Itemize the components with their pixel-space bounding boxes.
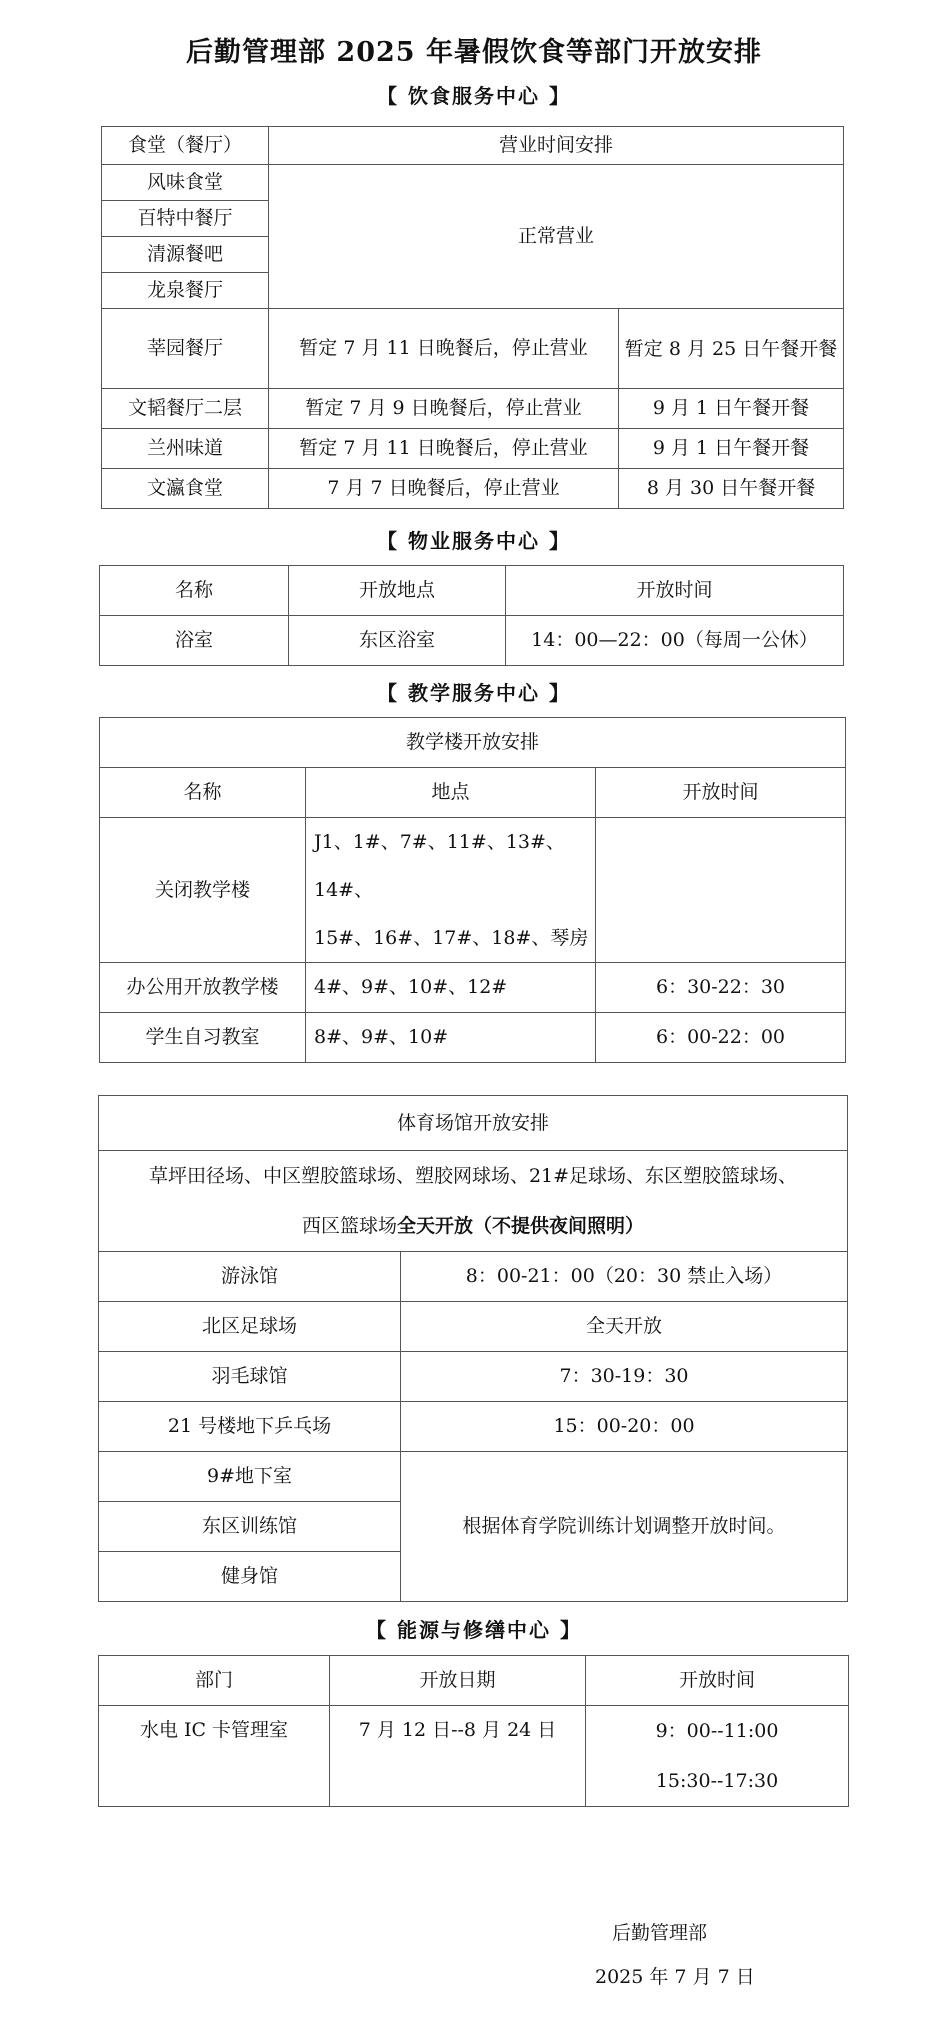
- teaching-heading: 【 教学服务中心 】: [377, 681, 571, 705]
- header-time: 开放时间: [586, 1656, 849, 1706]
- header-dept: 部门: [99, 1656, 330, 1706]
- venue-time: 7：30-19：30: [401, 1352, 848, 1402]
- all-day-line: [103, 1201, 843, 1251]
- dept-name: 水电 IC 卡管理室: [99, 1706, 330, 1807]
- facility-place: 东区浴室: [289, 616, 506, 666]
- canteen-name: 清源餐吧: [102, 237, 269, 273]
- study-name: 学生自习教室: [100, 1013, 306, 1063]
- header-place: 地点: [306, 768, 596, 818]
- property-heading: 【 物业服务中心 】: [377, 529, 571, 553]
- catering-heading: 【 饮食服务中心 】: [377, 84, 571, 108]
- office-time: 6：30-22：30: [596, 963, 846, 1013]
- study-place: 8#、9#、10#: [306, 1013, 596, 1063]
- all-day-note: 全天开放（不提供夜间照明）: [397, 1215, 645, 1237]
- canteen-name: 文韬餐厅二层: [102, 389, 269, 429]
- adjust-note: 根据体育学院训练计划调整开放时间。: [401, 1452, 848, 1602]
- header-time: 开放时间: [506, 566, 844, 616]
- all-day-line: 草坪田径场、中区塑胶篮球场、塑胶网球场、21#足球场、东区塑胶篮球场、: [148, 1165, 798, 1187]
- header-canteen: 食堂（餐厅）: [102, 127, 269, 165]
- closed-time: [596, 818, 846, 963]
- canteen-name: 莘园餐厅: [102, 309, 269, 389]
- canteen-name: 文瀛食堂: [102, 469, 269, 509]
- header-time: 开放时间: [596, 768, 846, 818]
- close-time: 暂定 7 月 11 日晚餐后，停止营业: [269, 309, 619, 389]
- closed-name: 关闭教学楼: [100, 818, 306, 963]
- facility-name: 浴室: [100, 616, 289, 666]
- teaching-table-title: 教学楼开放安排: [100, 718, 846, 768]
- venue-time: 8：00-21：00（20：30 禁止入场）: [401, 1252, 848, 1302]
- header-date: 开放日期: [330, 1656, 586, 1706]
- normal-status: 正常营业: [269, 165, 844, 309]
- header-name: 名称: [100, 566, 289, 616]
- venue-name: 北区足球场: [99, 1302, 401, 1352]
- time-slot: 15:30--17:30: [655, 1770, 779, 1792]
- study-time: 6：00-22：00: [596, 1013, 846, 1063]
- closed-place: [306, 818, 596, 963]
- open-date: 7 月 12 日--8 月 24 日: [330, 1706, 586, 1807]
- catering-table: [101, 126, 844, 509]
- header-hours: 营业时间安排: [269, 127, 844, 165]
- venue-time: 15：00-20：00: [401, 1402, 848, 1452]
- venue-name: 羽毛球馆: [99, 1352, 401, 1402]
- all-day-venue: 西区篮球场: [301, 1215, 397, 1237]
- canteen-name: 兰州味道: [102, 429, 269, 469]
- close-time: 7 月 7 日晚餐后，停止营业: [269, 469, 619, 509]
- close-time: 暂定 7 月 9 日晚餐后，停止营业: [269, 389, 619, 429]
- teaching-table: [99, 717, 846, 1063]
- venue-name: 东区训练馆: [99, 1502, 401, 1552]
- venue-name: 游泳馆: [99, 1252, 401, 1302]
- open-time: [586, 1706, 849, 1807]
- facility-time: 14：00—22：00（每周一公休）: [506, 616, 844, 666]
- close-time: 暂定 7 月 11 日晚餐后，停止营业: [269, 429, 619, 469]
- closed-place-line: J1、1#、7#、11#、13#、14#、: [314, 831, 565, 901]
- canteen-name: 百特中餐厅: [102, 201, 269, 237]
- sports-table: [98, 1095, 848, 1602]
- page-title: 后勤管理部 2025 年暑假饮食等部门开放安排: [186, 37, 762, 68]
- open-time: 9 月 1 日午餐开餐: [619, 429, 844, 469]
- venue-name: 健身馆: [99, 1552, 401, 1602]
- energy-heading: 【 能源与修缮中心 】: [366, 1618, 582, 1642]
- header-name: 名称: [100, 768, 306, 818]
- signature-org: 后勤管理部: [612, 1922, 708, 1944]
- closed-place-line: 15#、16#、17#、18#、琴房: [314, 927, 589, 949]
- canteen-name: 龙泉餐厅: [102, 273, 269, 309]
- energy-table: [98, 1655, 849, 1807]
- venue-name: 21 号楼地下乒乓场: [99, 1402, 401, 1452]
- open-time: 暂定 8 月 25 日午餐开餐: [619, 309, 844, 389]
- venue-name: 9#地下室: [99, 1452, 401, 1502]
- office-place: 4#、9#、10#、12#: [306, 963, 596, 1013]
- venue-time: 全天开放: [401, 1302, 848, 1352]
- canteen-name: 风味食堂: [102, 165, 269, 201]
- all-day-venues: [99, 1151, 848, 1252]
- property-table: [99, 565, 844, 666]
- open-time: 8 月 30 日午餐开餐: [619, 469, 844, 509]
- header-place: 开放地点: [289, 566, 506, 616]
- office-name: 办公用开放教学楼: [100, 963, 306, 1013]
- time-slot: 9：00--11:00: [655, 1720, 779, 1742]
- open-time: 9 月 1 日午餐开餐: [619, 389, 844, 429]
- sports-table-title: 体育场馆开放安排: [99, 1096, 848, 1151]
- signature-date: 2025 年 7 月 7 日: [595, 1966, 755, 1988]
